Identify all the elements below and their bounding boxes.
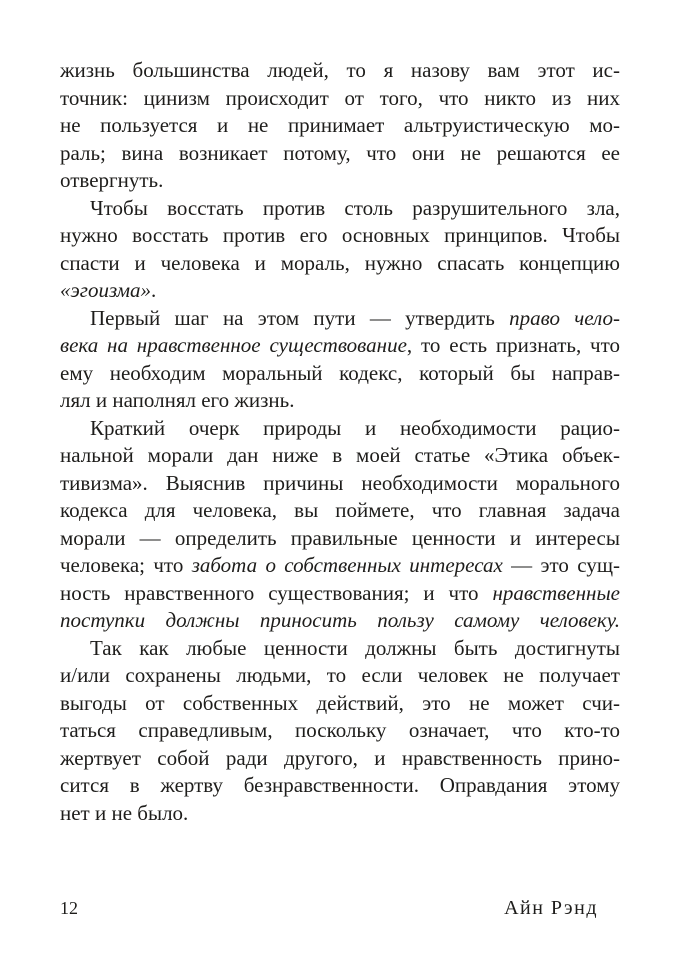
- text-segment-italic: «эгоизма»: [60, 278, 152, 302]
- text-line: [60, 690, 620, 718]
- text-segment: выгоды от собственных действий, это не может счи-: [60, 690, 620, 715]
- text-line: [60, 360, 620, 388]
- text-segment: таться справедливым, поскольку означает, что кто-то: [60, 718, 620, 742]
- text-line: [60, 332, 620, 360]
- text-segment: Чтобы восстать против столь разрушительного зла,: [90, 195, 620, 220]
- page-number: 12: [60, 898, 78, 918]
- text-segment: Так как любые ценности должны быть достигнуты: [90, 635, 620, 660]
- running-author: Айн Рэнд: [504, 897, 598, 919]
- page-footer: [60, 897, 620, 920]
- text-segment: нальной морали дан ниже в моей статье «Этика объек-: [60, 443, 620, 467]
- text-line: [60, 800, 620, 828]
- text-line: [60, 85, 620, 113]
- text-segment: кодекса для человека, вы поймете, что главная задача: [60, 498, 620, 522]
- text-line: [60, 195, 620, 223]
- text-segment: не пользуется и не принимает альтруистическую мо-: [60, 113, 620, 137]
- text-line: [60, 112, 620, 140]
- text-line: [60, 662, 620, 690]
- text-segment: и/или сохранены людьми, то если человек не получает: [60, 663, 620, 687]
- text-segment: человека; что: [60, 553, 192, 577]
- text-line: [60, 607, 620, 635]
- text-segment: , то есть признать, что: [406, 333, 620, 357]
- text-line: [60, 717, 620, 745]
- text-segment: раль; вина возникает потому, что они не решаются ее: [60, 140, 620, 165]
- text-segment: жизнь большинства людей, то я назову вам этот ис-: [60, 58, 620, 82]
- text-line: [60, 387, 620, 415]
- text-segment: морали — определить правильные ценности и интересы: [60, 525, 620, 550]
- text-line: [60, 140, 620, 168]
- text-segment: ему необходим моральный кодекс, который бы направ-: [60, 360, 620, 385]
- text-segment: тивизма». Выяснив причины необходимости морального: [60, 470, 620, 495]
- text-segment: лял и наполнял его жизнь.: [60, 388, 295, 412]
- text-line: [60, 305, 620, 333]
- text-segment-italic: поступки должны приносить пользу самому человеку.: [60, 608, 620, 632]
- text-segment: точник: цинизм происходит от того, что никто из них: [60, 85, 620, 110]
- text-line: [60, 222, 620, 250]
- text-line: [60, 745, 620, 773]
- text-line: [60, 772, 620, 800]
- text-line: [60, 277, 620, 305]
- text-segment-italic: века на нравственное существование: [60, 333, 407, 357]
- text-line: [60, 250, 620, 278]
- text-segment-italic: право чело-: [509, 305, 620, 330]
- text-segment: ность нравственного существования; и что: [60, 580, 493, 605]
- text-line: [60, 442, 620, 470]
- text-line: [60, 525, 620, 553]
- text-segment: нужно восстать против его основных принципов. Чтобы: [60, 223, 620, 247]
- text-line: [60, 415, 620, 443]
- page-text: [60, 57, 620, 827]
- text-segment: сится в жертву безнравственности. Оправдания этому: [60, 773, 620, 797]
- text-segment: спасти и человека и мораль, нужно спасать концепцию: [60, 250, 620, 275]
- text-segment: Первый шаг на этом пути — утвердить: [90, 305, 510, 330]
- text-line: [60, 57, 620, 85]
- text-line: [60, 552, 620, 580]
- text-segment-italic: нравственные: [492, 580, 620, 605]
- text-segment: жертвует собой ради другого, и нравственность прино-: [60, 745, 620, 770]
- text-segment-italic: забота о собственных интересах: [191, 553, 503, 577]
- text-segment: нет и не было.: [60, 800, 189, 825]
- text-segment: Краткий очерк природы и необходимости рацио-: [90, 415, 620, 440]
- text-line: [60, 497, 620, 525]
- text-line: [60, 167, 620, 195]
- text-segment: .: [151, 278, 157, 302]
- text-segment: отвергнуть.: [60, 168, 164, 192]
- text-line: [60, 635, 620, 663]
- text-segment: — это сущ-: [502, 553, 620, 577]
- text-line: [60, 580, 620, 608]
- text-line: [60, 470, 620, 498]
